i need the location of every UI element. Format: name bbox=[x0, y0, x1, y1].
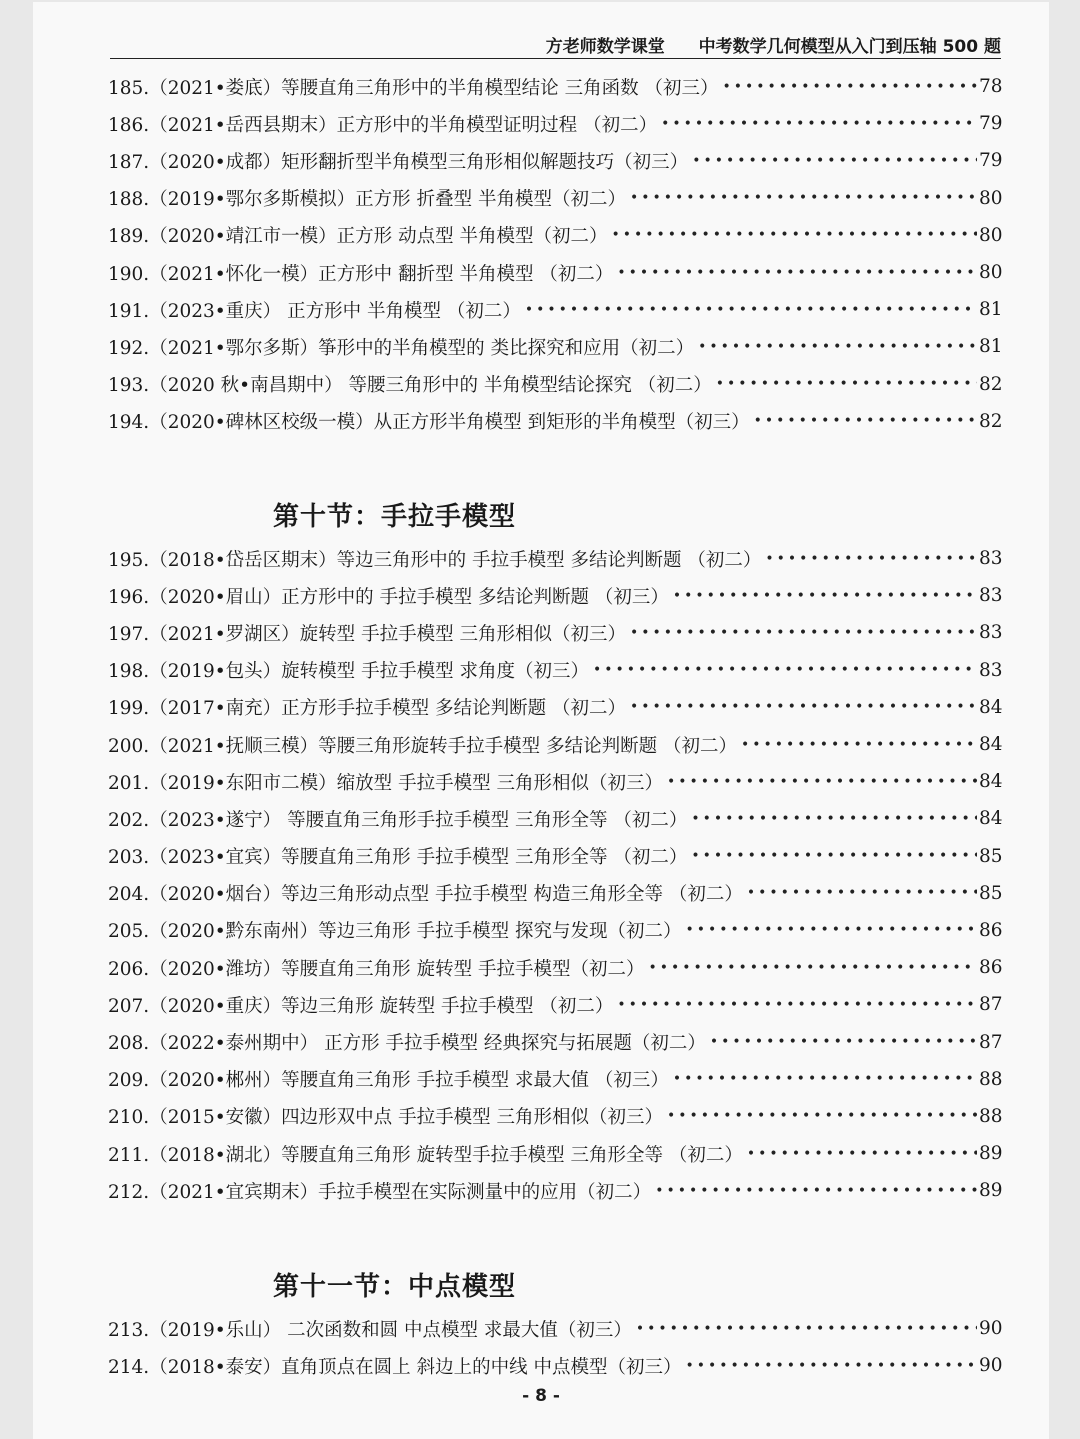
toc-entry-page: 78 bbox=[979, 76, 1003, 98]
toc-entry-page: 83 bbox=[979, 659, 1003, 681]
toc-dot-leader bbox=[722, 79, 977, 95]
toc-entry bbox=[108, 949, 1001, 986]
toc-dot-leader bbox=[698, 339, 977, 355]
toc-entry bbox=[108, 540, 1001, 577]
toc-list-section9 bbox=[108, 68, 1001, 440]
toc-entry-title: 191.（2023•重庆） 正方形中 半角模型 （初二） bbox=[108, 300, 521, 322]
toc-dot-leader bbox=[630, 625, 977, 641]
toc-entry-page: 86 bbox=[979, 957, 1003, 979]
toc-dot-leader bbox=[661, 116, 977, 132]
toc-dot-leader bbox=[630, 190, 977, 206]
toc-dot-leader bbox=[691, 848, 977, 864]
toc-entry bbox=[108, 1098, 1001, 1135]
toc-entry-title: 185.（2021•娄底）等腰直角三角形中的半角模型结论 三角函数 （初三） bbox=[108, 77, 719, 99]
toc-entry bbox=[108, 614, 1001, 651]
toc-entry-page: 88 bbox=[979, 1105, 1003, 1127]
toc-entry-page: 85 bbox=[979, 845, 1003, 867]
toc-entry-page: 89 bbox=[979, 1180, 1003, 1202]
page-header bbox=[110, 32, 1001, 59]
toc-entry-page: 81 bbox=[979, 336, 1003, 358]
toc-entry-title: 213.（2019•乐山） 二次函数和圆 中点模型 求最大值（初三） bbox=[108, 1319, 632, 1341]
toc-entry bbox=[108, 1310, 1001, 1347]
toc-entry-title: 200.（2021•抚顺三模）等腰三角形旋转手拉手模型 多结论判断题 （初二） bbox=[108, 735, 737, 757]
toc-entry-page: 84 bbox=[979, 808, 1003, 830]
toc-entry-page: 84 bbox=[979, 771, 1003, 793]
page-number: - 8 - bbox=[522, 1386, 560, 1406]
toc-entry bbox=[108, 1347, 1001, 1384]
toc-entry bbox=[108, 1135, 1001, 1172]
toc-entry-page: 88 bbox=[979, 1068, 1003, 1090]
toc-dot-leader bbox=[691, 811, 977, 827]
toc-entry-title: 201.（2019•东阳市二模）缩放型 手拉手模型 三角形相似（初三） bbox=[108, 772, 663, 794]
toc-entry-page: 89 bbox=[979, 1143, 1003, 1165]
toc-entry bbox=[108, 838, 1001, 875]
toc-entry bbox=[108, 1061, 1001, 1098]
toc-entry-page: 80 bbox=[979, 262, 1003, 284]
toc-dot-leader bbox=[525, 302, 977, 318]
toc-dot-leader bbox=[648, 960, 977, 976]
toc-entry-title: 214.（2018•泰安）直角顶点在圆上 斜边上的中线 中点模型（初三） bbox=[108, 1356, 682, 1378]
toc-entry-title: 211.（2018•湖北）等腰直角三角形 旋转型手拉手模型 三角形全等 （初二） bbox=[108, 1144, 743, 1166]
toc-dot-leader bbox=[692, 153, 977, 169]
toc-entry-title: 198.（2019•包头）旋转模型 手拉手模型 求角度（初三） bbox=[108, 661, 589, 683]
toc-entry-page: 83 bbox=[979, 622, 1003, 644]
toc-entry-title: 190.（2021•怀化一模）正方形中 翻折型 半角模型 （初二） bbox=[108, 263, 614, 285]
toc-entry bbox=[108, 142, 1001, 179]
toc-entry-page: 80 bbox=[979, 224, 1003, 246]
toc-entry bbox=[108, 763, 1001, 800]
toc-entry-page: 90 bbox=[979, 1355, 1003, 1377]
toc-entry bbox=[108, 217, 1001, 254]
toc-entry bbox=[108, 986, 1001, 1023]
toc-entry-title: 205.（2020•黔东南州）等边三角形 手拉手模型 探究与发现（初二） bbox=[108, 921, 682, 943]
toc-entry bbox=[108, 180, 1001, 217]
toc-entry bbox=[108, 105, 1001, 142]
toc-entry-page: 83 bbox=[979, 548, 1003, 570]
section-title-10: 第十节：手拉手模型 bbox=[273, 502, 517, 532]
toc-entry-title: 209.（2020•郴州）等腰直角三角形 手拉手模型 求最大值 （初三） bbox=[108, 1070, 669, 1092]
toc-entry-title: 187.（2020•成都）矩形翻折型半角模型三角形相似解题技巧（初三） bbox=[108, 151, 689, 173]
toc-entry-page: 83 bbox=[979, 585, 1003, 607]
toc-entry-title: 189.（2020•靖江市一模）正方形 动点型 半角模型（初二） bbox=[108, 226, 608, 248]
toc-list-section11 bbox=[108, 1310, 1001, 1384]
toc-dot-leader bbox=[667, 774, 977, 790]
toc-entry-title: 208.（2022•泰州期中） 正方形 手拉手模型 经典探究与拓展题（初二） bbox=[108, 1033, 706, 1055]
toc-entry-page: 84 bbox=[979, 734, 1003, 756]
toc-entry-title: 212.（2021•宜宾期末）手拉手模型在实际测量中的应用（初二） bbox=[108, 1181, 652, 1203]
toc-entry bbox=[108, 254, 1001, 291]
toc-dot-leader bbox=[747, 885, 977, 901]
section-title-11: 第十一节：中点模型 bbox=[273, 1272, 517, 1302]
toc-entry bbox=[108, 328, 1001, 365]
toc-dot-leader bbox=[747, 1146, 977, 1162]
toc-dot-leader bbox=[593, 662, 977, 678]
toc-entry-page: 84 bbox=[979, 696, 1003, 718]
document-page bbox=[33, 2, 1049, 1439]
toc-entry bbox=[108, 291, 1001, 328]
toc-dot-leader bbox=[754, 413, 977, 429]
toc-entry bbox=[108, 689, 1001, 726]
toc-entry-title: 210.（2015•安徽）四边形双中点 手拉手模型 三角形相似（初三） bbox=[108, 1107, 663, 1129]
toc-dot-leader bbox=[617, 997, 977, 1013]
toc-entry-title: 194.（2020•碑林区校级一模）从正方形半角模型 到矩形的半角模型（初三） bbox=[108, 412, 750, 434]
toc-dot-leader bbox=[673, 1071, 977, 1087]
toc-entry-page: 85 bbox=[979, 882, 1003, 904]
toc-dot-leader bbox=[765, 551, 977, 567]
toc-entry-page: 82 bbox=[979, 410, 1003, 432]
toc-entry-title: 202.（2023•遂宁） 等腰直角三角形手拉手模型 三角形全等 （初二） bbox=[108, 809, 688, 831]
toc-entry-page: 80 bbox=[979, 187, 1003, 209]
toc-entry bbox=[108, 652, 1001, 689]
toc-entry-page: 86 bbox=[979, 919, 1003, 941]
toc-entry bbox=[108, 800, 1001, 837]
toc-entry bbox=[108, 875, 1001, 912]
toc-entry-page: 87 bbox=[979, 994, 1003, 1016]
toc-entry bbox=[108, 726, 1001, 763]
toc-entry-title: 188.（2019•鄂尔多斯模拟）正方形 折叠型 半角模型（初二） bbox=[108, 189, 626, 211]
toc-entry-title: 203.（2023•宜宾）等腰直角三角形 手拉手模型 三角形全等 （初二） bbox=[108, 847, 688, 869]
toc-entry-title: 197.（2021•罗湖区）旋转型 手拉手模型 三角形相似（初三） bbox=[108, 623, 626, 645]
toc-entry bbox=[108, 366, 1001, 403]
toc-list-section10 bbox=[108, 540, 1001, 1209]
toc-entry bbox=[108, 577, 1001, 614]
toc-entry-title: 196.（2020•眉山）正方形中的 手拉手模型 多结论判断题 （初三） bbox=[108, 586, 669, 608]
toc-entry-title: 193.（2020 秋•南昌期中） 等腰三角形中的 半角模型结论探究 （初二） bbox=[108, 375, 712, 397]
toc-dot-leader bbox=[716, 376, 977, 392]
toc-entry-page: 79 bbox=[979, 113, 1003, 135]
toc-entry bbox=[108, 1172, 1001, 1209]
toc-entry-page: 81 bbox=[979, 299, 1003, 321]
toc-entry bbox=[108, 68, 1001, 105]
toc-entry-page: 87 bbox=[979, 1031, 1003, 1053]
toc-dot-leader bbox=[685, 922, 977, 938]
toc-entry-title: 186.（2021•岳西县期末）正方形中的半角模型证明过程 （初二） bbox=[108, 114, 658, 136]
toc-dot-leader bbox=[710, 1034, 977, 1050]
header-author: 方老师数学课堂 bbox=[545, 37, 665, 57]
toc-entry-title: 204.（2020•烟台）等边三角形动点型 手拉手模型 构造三角形全等 （初二） bbox=[108, 884, 743, 906]
toc-dot-leader bbox=[741, 737, 977, 753]
toc-dot-leader bbox=[630, 699, 977, 715]
toc-dot-leader bbox=[617, 265, 977, 281]
toc-entry bbox=[108, 403, 1001, 440]
toc-entry-page: 90 bbox=[979, 1318, 1003, 1340]
toc-entry bbox=[108, 912, 1001, 949]
toc-entry-title: 192.（2021•鄂尔多斯）筝形中的半角模型的 类比探究和应用（初二） bbox=[108, 337, 695, 359]
toc-entry-title: 195.（2018•岱岳区期末）等边三角形中的 手拉手模型 多结论判断题 （初二） bbox=[108, 549, 762, 571]
toc-entry bbox=[108, 1023, 1001, 1060]
toc-entry-title: 207.（2020•重庆）等边三角形 旋转型 手拉手模型 （初二） bbox=[108, 995, 614, 1017]
toc-entry-page: 79 bbox=[979, 150, 1003, 172]
toc-entry-title: 199.（2017•南充）正方形手拉手模型 多结论判断题 （初二） bbox=[108, 698, 626, 720]
toc-entry-page: 82 bbox=[979, 373, 1003, 395]
toc-dot-leader bbox=[611, 227, 977, 243]
toc-dot-leader bbox=[685, 1358, 977, 1374]
header-book-title: 中考数学几何模型从入门到压轴 500 题 bbox=[698, 37, 1001, 57]
toc-dot-leader bbox=[636, 1321, 977, 1337]
toc-dot-leader bbox=[655, 1183, 977, 1199]
toc-dot-leader bbox=[667, 1108, 977, 1124]
toc-entry-title: 206.（2020•潍坊）等腰直角三角形 旋转型 手拉手模型（初二） bbox=[108, 958, 645, 980]
toc-dot-leader bbox=[673, 588, 977, 604]
